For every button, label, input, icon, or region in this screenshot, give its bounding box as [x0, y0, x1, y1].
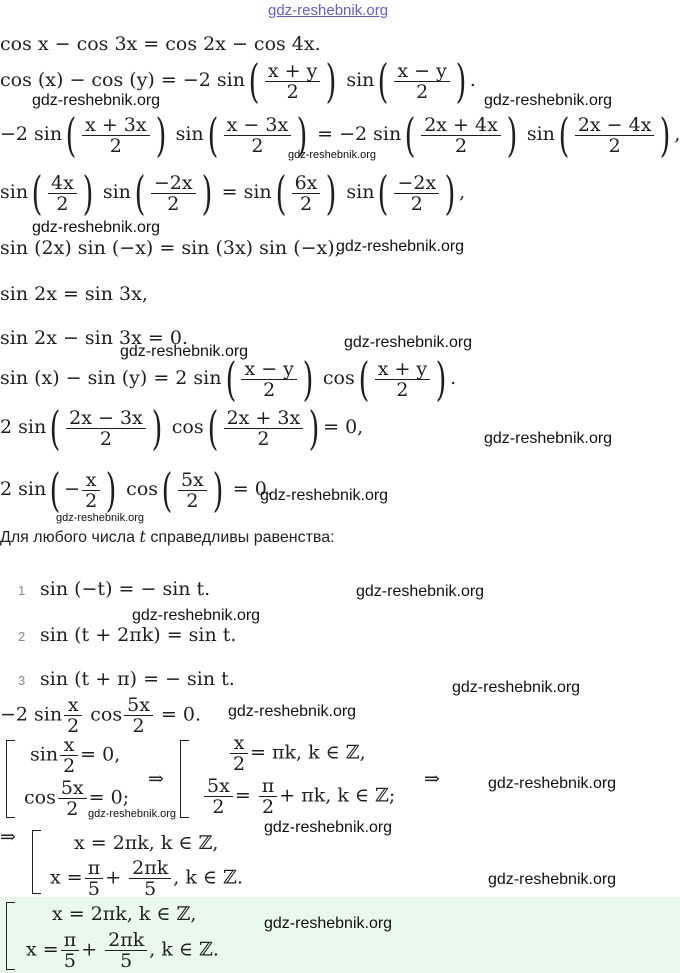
- equation-10: 2 sin( − $\frac{x}{2}$ ) cos( $\frac{5x}{2}$ ) = 0.: [0, 463, 273, 517]
- watermark: gdz-reshebnik.org: [56, 512, 145, 524]
- watermark-top[interactable]: gdz-reshebnik.org: [268, 2, 389, 19]
- final-answer-1: x = 2πk, k ∈ ℤ,: [52, 903, 197, 925]
- equation-7: sin 2x − sin 3x = 0.: [0, 327, 188, 349]
- watermark: gdz-reshebnik.org: [264, 915, 393, 932]
- watermark: gdz-reshebnik.org: [260, 487, 389, 504]
- watermark: gdz-reshebnik.org: [488, 775, 617, 792]
- system-bracket: [6, 740, 15, 818]
- watermark: gdz-reshebnik.org: [32, 219, 161, 236]
- system-eq-1: sin $\frac{x}{2}$ = 0,: [30, 734, 121, 777]
- identity-3: 3 sin (t + π) = − sin t.: [18, 668, 235, 690]
- system-bracket: [6, 902, 15, 970]
- watermark: gdz-reshebnik.org: [88, 808, 177, 820]
- result-eq-2: x = $\frac{\pi}{5}$ + $\frac{2\pi k}{5}$ , k ∈ ℤ.: [50, 857, 243, 900]
- equation-2: cos (x) − cos (y) = −2 sin( $\frac{x + y}{2}$ ) sin( $\frac{x - y}{2}$ ) .: [0, 54, 476, 108]
- watermark: gdz-reshebnik.org: [264, 819, 393, 836]
- equation-11: −2 sin $\frac{x}{2}$ cos $\frac{5x}{2}$ = 0.: [0, 694, 202, 737]
- equation-1: cos x − cos 3x = cos 2x − cos 4x.: [0, 33, 321, 55]
- watermark: gdz-reshebnik.org: [356, 583, 485, 600]
- final-answer-2: x = $\frac{\pi}{5}$ + $\frac{2\pi k}{5}$ , k ∈ ℤ.: [26, 929, 219, 972]
- equation-4: sin( $\frac{4x}{2}$ ) sin( $\frac{-2x}{2}$ ) = sin( $\frac{6x}{2}$ ) sin( $\frac{-2x}{2}$ ) ,: [0, 166, 466, 220]
- watermark: gdz-reshebnik.org: [488, 871, 617, 888]
- watermark: gdz-reshebnik.org: [484, 92, 613, 109]
- system-bracket: [180, 740, 189, 818]
- equation-6: sin 2x = sin 3x,: [0, 283, 148, 305]
- watermark: gdz-reshebnik.org: [452, 679, 581, 696]
- implies-arrow: ⇒: [148, 768, 164, 790]
- watermark: gdz-reshebnik.org: [228, 703, 357, 720]
- system-eq-3: $\frac{x}{2}$ = πk, k ∈ ℤ,: [228, 733, 366, 774]
- watermark: gdz-reshebnik.org: [344, 334, 473, 351]
- equation-5: sin (2x) sin (−x) = sin (3x) sin (−x),: [0, 237, 341, 259]
- watermark: gdz-reshebnik.org: [132, 607, 261, 624]
- identity-1: 1 sin (−t) = − sin t.: [18, 578, 211, 600]
- equation-8: sin (x) − sin (y) = 2 sin( $\frac{x - y}{2}$ ) cos( $\frac{x + y}{2}$ ) .: [0, 352, 457, 406]
- result-eq-1: x = 2πk, k ∈ ℤ,: [74, 832, 219, 854]
- system-bracket: [32, 830, 41, 894]
- identity-intro: Для любого числа t справедливы равенства:: [0, 527, 335, 546]
- watermark: gdz-reshebnik.org: [288, 149, 377, 161]
- watermark: gdz-reshebnik.org: [32, 92, 161, 109]
- watermark: gdz-reshebnik.org: [120, 343, 249, 360]
- system-eq-2: cos $\frac{5x}{2}$ = 0;: [24, 777, 130, 820]
- implies-arrow: ⇒: [424, 768, 440, 790]
- equation-9: 2 sin( $\frac{2x - 3x}{2}$ ) cos( $\frac{2x + 3x}{2}$ ) = 0,: [0, 401, 364, 455]
- system-eq-4: $\frac{5x}{2}$ = $\frac{\pi}{2}$ + πk, k ∈ ℤ;: [202, 776, 395, 817]
- watermark: gdz-reshebnik.org: [484, 430, 613, 447]
- equation-3: −2 sin( $\frac{x + 3x}{2}$ ) sin( $\frac{x - 3x}{2}$ ) = −2 sin( $\frac{2x + 4x}{2}$ ) sin( $\frac{2x - 4x}{2}$ ) ,: [0, 108, 680, 162]
- implies-arrow: ⇒: [0, 826, 16, 848]
- watermark: gdz-reshebnik.org: [336, 238, 465, 255]
- identity-2: 2 sin (t + 2πk) = sin t.: [18, 624, 237, 646]
